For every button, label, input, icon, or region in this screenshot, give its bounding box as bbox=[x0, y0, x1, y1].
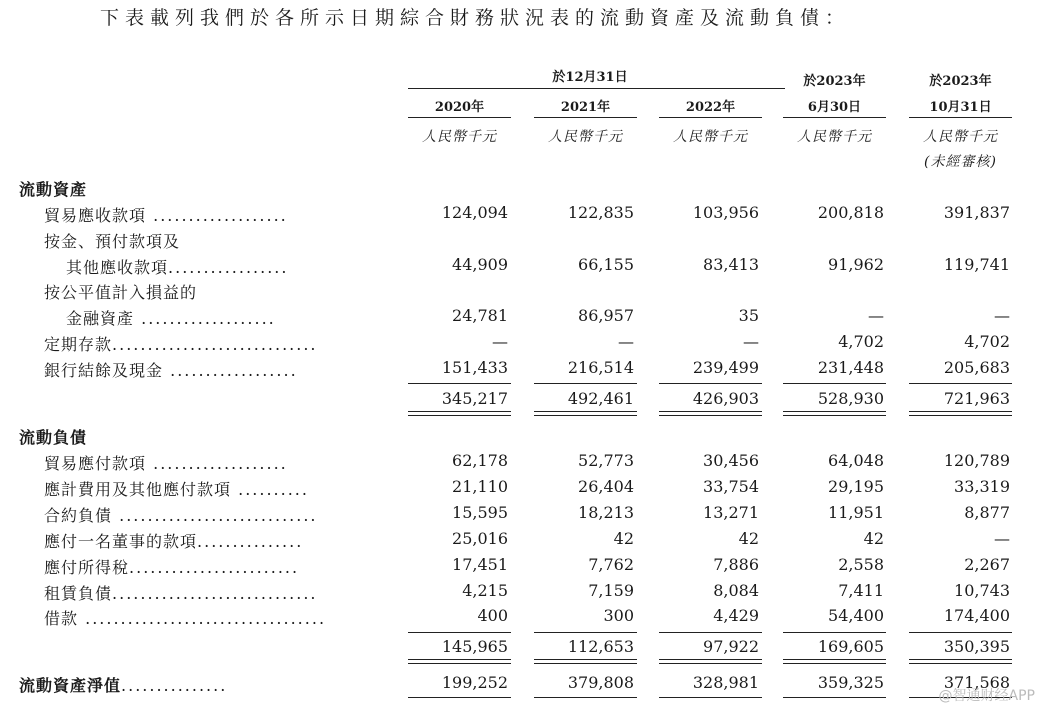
row-label: 按公平值計入損益的 bbox=[44, 283, 198, 302]
cell: 15,595 bbox=[452, 503, 508, 522]
total-double-rule bbox=[408, 411, 511, 416]
cell: 35 bbox=[738, 306, 759, 325]
total-double-rule bbox=[659, 659, 762, 664]
col-rule-2 bbox=[534, 117, 637, 118]
cell: 2,267 bbox=[964, 555, 1010, 574]
cell: 62,178 bbox=[452, 451, 508, 470]
subtotal-rule bbox=[534, 383, 637, 384]
total-cell: 112,653 bbox=[567, 637, 634, 656]
unit-label: 人民幣千元 bbox=[923, 129, 998, 145]
cell: — bbox=[618, 332, 634, 351]
row-label: 借款 .................................. bbox=[44, 609, 327, 628]
net-current-assets-title: 流動資產淨值............... bbox=[19, 676, 228, 695]
subtotal-rule bbox=[408, 632, 511, 633]
cell: 29,195 bbox=[828, 477, 884, 496]
row-label: 租賃負債............................. bbox=[44, 584, 318, 603]
row-label: 定期存款............................. bbox=[44, 335, 318, 354]
unit-label: 人民幣千元 bbox=[422, 129, 497, 145]
unit-label: 人民幣千元 bbox=[673, 129, 748, 145]
net-cell: 371,568 bbox=[943, 673, 1010, 692]
cell: — bbox=[994, 529, 1010, 548]
cell: 8,084 bbox=[713, 581, 759, 600]
subtotal-rule bbox=[659, 383, 762, 384]
cell: 21,110 bbox=[452, 477, 508, 496]
total-double-rule bbox=[534, 659, 637, 664]
cell: 26,404 bbox=[578, 477, 634, 496]
cell: 66,155 bbox=[578, 255, 634, 274]
cell: 11,951 bbox=[828, 503, 884, 522]
watermark: @智通财经APP bbox=[938, 688, 1035, 704]
cell: 7,886 bbox=[713, 555, 759, 574]
cell: 151,433 bbox=[441, 358, 508, 377]
subtotal-rule bbox=[783, 383, 886, 384]
total-double-rule bbox=[783, 411, 886, 416]
cell: 10,743 bbox=[954, 581, 1010, 600]
row-label: 應付所得稅........................ bbox=[44, 558, 300, 577]
cell: 119,741 bbox=[943, 255, 1010, 274]
unit-label: 人民幣千元 bbox=[548, 129, 623, 145]
cell: 42 bbox=[863, 529, 884, 548]
cell: 7,159 bbox=[588, 581, 634, 600]
cell: 205,683 bbox=[943, 358, 1010, 377]
cell: 86,957 bbox=[578, 306, 634, 325]
cell: 24,781 bbox=[452, 306, 508, 325]
cell: 4,702 bbox=[964, 332, 1010, 351]
col-oct2023-header-1: 於2023年 bbox=[929, 74, 992, 89]
net-rule bbox=[659, 697, 762, 698]
cell: 42 bbox=[613, 529, 634, 548]
col-rule-1 bbox=[408, 117, 511, 118]
col-jun2023-header-2: 6月30日 bbox=[807, 100, 862, 115]
cell: 200,818 bbox=[817, 203, 884, 222]
col-rule-4 bbox=[783, 117, 886, 118]
cell: 25,016 bbox=[452, 529, 508, 548]
subtotal-rule bbox=[534, 632, 637, 633]
cell: 231,448 bbox=[817, 358, 884, 377]
total-cell: 345,217 bbox=[441, 389, 508, 408]
cell: 122,835 bbox=[567, 203, 634, 222]
cell: 4,702 bbox=[838, 332, 884, 351]
cell: 7,762 bbox=[588, 555, 634, 574]
net-rule bbox=[783, 697, 886, 698]
row-label: 合約負債 ............................ bbox=[44, 506, 318, 525]
row-label: 貿易應收款項 ................... bbox=[44, 206, 288, 225]
net-rule bbox=[408, 697, 511, 698]
total-cell: 145,965 bbox=[441, 637, 508, 656]
cell: 33,754 bbox=[703, 477, 759, 496]
net-cell: 199,252 bbox=[441, 673, 508, 692]
row-label: 按金、預付款項及 bbox=[44, 232, 181, 251]
net-cell: 359,325 bbox=[817, 673, 884, 692]
cell: — bbox=[994, 306, 1010, 325]
row-label: 金融資產 ................... bbox=[66, 309, 276, 328]
total-cell: 169,605 bbox=[817, 637, 884, 656]
row-label: 應計費用及其他應付款項 .......... bbox=[44, 480, 309, 499]
cell: 44,909 bbox=[452, 255, 508, 274]
cell: 42 bbox=[738, 529, 759, 548]
cell: 13,271 bbox=[703, 503, 759, 522]
row-label: 其他應收款項................. bbox=[66, 258, 289, 277]
current-liabilities-title: 流動負債 bbox=[19, 428, 88, 447]
cell: 18,213 bbox=[578, 503, 634, 522]
cell: 124,094 bbox=[441, 203, 508, 222]
cell: 83,413 bbox=[703, 255, 759, 274]
total-double-rule bbox=[534, 411, 637, 416]
cell: 2,558 bbox=[838, 555, 884, 574]
total-cell: 426,903 bbox=[692, 389, 759, 408]
col-oct2023-header-2: 10月31日 bbox=[929, 100, 992, 115]
subtotal-rule bbox=[783, 632, 886, 633]
intro-text: 下表載列我們於各所示日期綜合財務狀況表的流動資產及流動負債： bbox=[100, 7, 851, 29]
row-label: 貿易應付款項 ................... bbox=[44, 454, 288, 473]
row-label: 應付一名董事的款項............... bbox=[44, 532, 304, 551]
cell: 4,215 bbox=[462, 581, 508, 600]
cell: 17,451 bbox=[452, 555, 508, 574]
group-title-rule bbox=[408, 88, 785, 89]
total-cell: 350,395 bbox=[943, 637, 1010, 656]
cell: 4,429 bbox=[713, 606, 759, 625]
cell: 30,456 bbox=[703, 451, 759, 470]
cell: 391,837 bbox=[943, 203, 1010, 222]
col-rule-3 bbox=[659, 117, 762, 118]
subtotal-rule bbox=[909, 383, 1012, 384]
col-2021-header: 2021年 bbox=[560, 100, 611, 115]
cell: — bbox=[492, 332, 508, 351]
total-double-rule bbox=[408, 659, 511, 664]
net-rule bbox=[534, 697, 637, 698]
total-cell: 492,461 bbox=[567, 389, 634, 408]
current-assets-title: 流動資產 bbox=[19, 180, 88, 199]
cell: 239,499 bbox=[692, 358, 759, 377]
subtotal-rule bbox=[408, 383, 511, 384]
total-double-rule bbox=[909, 659, 1012, 664]
row-label: 銀行結餘及現金 .................. bbox=[44, 361, 298, 380]
col-2020-header: 2020年 bbox=[434, 100, 485, 115]
unit-label: 人民幣千元 bbox=[797, 129, 872, 145]
cell: 52,773 bbox=[578, 451, 634, 470]
unaudited-label: (未經審核) bbox=[924, 154, 997, 170]
net-cell: 328,981 bbox=[692, 673, 759, 692]
total-double-rule bbox=[909, 411, 1012, 416]
total-double-rule bbox=[659, 411, 762, 416]
cell: 300 bbox=[603, 606, 634, 625]
total-cell: 97,922 bbox=[703, 637, 759, 656]
cell: 8,877 bbox=[964, 503, 1010, 522]
cell: 174,400 bbox=[943, 606, 1010, 625]
subtotal-rule bbox=[909, 632, 1012, 633]
cell: 91,962 bbox=[828, 255, 884, 274]
group-title: 於12月31日 bbox=[552, 70, 628, 85]
cell: 33,319 bbox=[954, 477, 1010, 496]
cell: — bbox=[743, 332, 759, 351]
total-double-rule bbox=[783, 659, 886, 664]
cell: 54,400 bbox=[828, 606, 884, 625]
total-cell: 721,963 bbox=[943, 389, 1010, 408]
cell: 64,048 bbox=[828, 451, 884, 470]
cell: 120,789 bbox=[943, 451, 1010, 470]
col-rule-5 bbox=[909, 117, 1012, 118]
cell: — bbox=[868, 306, 884, 325]
subtotal-rule bbox=[659, 632, 762, 633]
cell: 7,411 bbox=[838, 581, 884, 600]
total-cell: 528,930 bbox=[817, 389, 884, 408]
cell: 103,956 bbox=[692, 203, 759, 222]
col-2022-header: 2022年 bbox=[685, 100, 736, 115]
cell: 216,514 bbox=[567, 358, 634, 377]
col-jun2023-header-1: 於2023年 bbox=[803, 74, 866, 89]
net-cell: 379,808 bbox=[567, 673, 634, 692]
cell: 400 bbox=[477, 606, 508, 625]
